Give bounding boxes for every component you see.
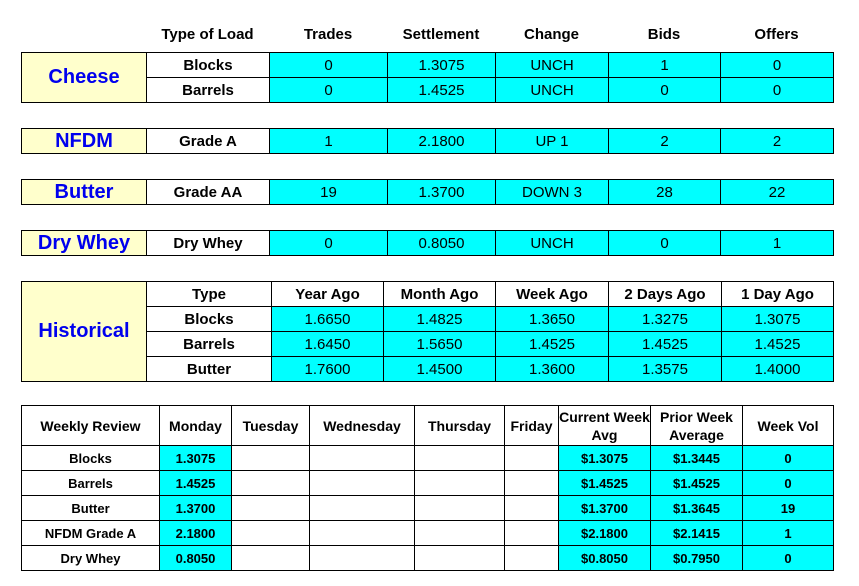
weekly-prior-week-average: $1.4525 <box>651 471 743 496</box>
weekly-monday: 2.1800 <box>160 521 232 546</box>
cheese-trades: 0 <box>270 78 388 103</box>
table-row <box>22 496 834 521</box>
butter-table <box>21 179 834 205</box>
butter-change: DOWN 3 <box>496 180 609 205</box>
drywhey-change: UNCH <box>496 231 609 256</box>
historical-header-week-ago: Week Ago <box>496 282 609 307</box>
weekly-tuesday <box>232 521 310 546</box>
weekly-current-week-avg: $1.3075 <box>559 446 651 471</box>
weekly-monday: 1.3075 <box>160 446 232 471</box>
butter-trades: 19 <box>270 180 388 205</box>
butter-settlement: 1.3700 <box>388 180 496 205</box>
weekly-wednesday <box>310 521 415 546</box>
weekly-prior-week-average: $1.3445 <box>651 446 743 471</box>
historical-table <box>21 281 834 382</box>
weekly-current-week-avg: $2.1800 <box>559 521 651 546</box>
weekly-friday <box>505 546 559 571</box>
weekly-week-vol: 0 <box>743 471 834 496</box>
market-header-row <box>146 24 833 44</box>
historical-2-days-ago: 1.4525 <box>609 332 722 357</box>
table-row <box>22 521 834 546</box>
nfdm-type: Grade A <box>147 129 270 154</box>
header-type-of-load: Type of Load <box>161 25 254 43</box>
table-row <box>22 546 834 571</box>
drywhey-bids: 0 <box>609 231 721 256</box>
historical-1-day-ago: 1.4525 <box>722 332 834 357</box>
table-row <box>22 446 834 471</box>
historical-1-day-ago: 1.3075 <box>722 307 834 332</box>
cheese-type: Blocks <box>147 53 270 78</box>
header-offers: Offers <box>754 25 799 43</box>
weekly-header-tuesday: Tuesday <box>232 406 310 446</box>
weekly-prior-week-average: $0.7950 <box>651 546 743 571</box>
weekly-item: NFDM Grade A <box>22 521 160 546</box>
drywhey-table <box>21 230 834 256</box>
weekly-item: Dry Whey <box>22 546 160 571</box>
historical-header-month-ago: Month Ago <box>384 282 496 307</box>
weekly-header-monday: Monday <box>160 406 232 446</box>
historical-month-ago: 1.4825 <box>384 307 496 332</box>
historical-month-ago: 1.4500 <box>384 357 496 382</box>
nfdm-offers: 2 <box>721 129 834 154</box>
drywhey-type: Dry Whey <box>147 231 270 256</box>
weekly-header-friday: Friday <box>505 406 559 446</box>
weekly-week-vol: 0 <box>743 446 834 471</box>
weekly-week-vol: 19 <box>743 496 834 521</box>
table-row <box>22 471 834 496</box>
weekly-prior-week-average: $2.1415 <box>651 521 743 546</box>
weekly-item: Barrels <box>22 471 160 496</box>
cheese-bids: 1 <box>609 53 721 78</box>
weekly-current-week-avg: $1.3700 <box>559 496 651 521</box>
cheese-type: Barrels <box>147 78 270 103</box>
weekly-week-vol: 1 <box>743 521 834 546</box>
historical-year-ago: 1.6650 <box>272 307 384 332</box>
weekly-thursday <box>415 446 505 471</box>
drywhey-settlement: 0.8050 <box>388 231 496 256</box>
butter-label: Butter <box>22 180 147 205</box>
butter-type: Grade AA <box>147 180 270 205</box>
historical-2-days-ago: 1.3275 <box>609 307 722 332</box>
weekly-week-vol: 0 <box>743 546 834 571</box>
nfdm-bids: 2 <box>609 129 721 154</box>
weekly-thursday <box>415 521 505 546</box>
cheese-trades: 0 <box>270 53 388 78</box>
butter-offers: 22 <box>721 180 834 205</box>
cheese-change: UNCH <box>496 78 609 103</box>
weekly-tuesday <box>232 496 310 521</box>
weekly-wednesday <box>310 471 415 496</box>
weekly-friday <box>505 471 559 496</box>
cheese-settlement: 1.3075 <box>388 53 496 78</box>
historical-month-ago: 1.5650 <box>384 332 496 357</box>
nfdm-label: NFDM <box>22 129 147 154</box>
weekly-thursday <box>415 546 505 571</box>
header-change: Change <box>523 25 579 43</box>
weekly-header-wednesday: Wednesday <box>310 406 415 446</box>
weekly-current-week-avg: $1.4525 <box>559 471 651 496</box>
weekly-item: Blocks <box>22 446 160 471</box>
weekly-monday: 0.8050 <box>160 546 232 571</box>
weekly-monday: 1.3700 <box>160 496 232 521</box>
weekly-wednesday <box>310 546 415 571</box>
historical-header-2-days-ago: 2 Days Ago <box>609 282 722 307</box>
nfdm-trades: 1 <box>270 129 388 154</box>
weekly-wednesday <box>310 446 415 471</box>
weekly-tuesday <box>232 446 310 471</box>
historical-type: Butter <box>147 357 272 382</box>
weekly-friday <box>505 521 559 546</box>
weekly-header-prior-week-average: Prior Week Average <box>651 406 743 446</box>
historical-week-ago: 1.3600 <box>496 357 609 382</box>
cheese-table <box>21 52 834 103</box>
weekly-review-table <box>21 405 834 571</box>
historical-1-day-ago: 1.4000 <box>722 357 834 382</box>
historical-2-days-ago: 1.3575 <box>609 357 722 382</box>
weekly-item: Butter <box>22 496 160 521</box>
cheese-label: Cheese <box>22 53 147 103</box>
historical-week-ago: 1.3650 <box>496 307 609 332</box>
drywhey-offers: 1 <box>721 231 834 256</box>
historical-header-year-ago: Year Ago <box>272 282 384 307</box>
weekly-friday <box>505 446 559 471</box>
weekly-current-week-avg: $0.8050 <box>559 546 651 571</box>
cheese-offers: 0 <box>721 78 834 103</box>
weekly-header-thursday: Thursday <box>415 406 505 446</box>
historical-week-ago: 1.4525 <box>496 332 609 357</box>
historical-label: Historical <box>22 282 147 382</box>
header-bids: Bids <box>647 25 681 43</box>
cheese-settlement: 1.4525 <box>388 78 496 103</box>
weekly-prior-week-average: $1.3645 <box>651 496 743 521</box>
nfdm-settlement: 2.1800 <box>388 129 496 154</box>
historical-type: Barrels <box>147 332 272 357</box>
weekly-tuesday <box>232 471 310 496</box>
historical-header-type: Type <box>147 282 272 307</box>
cheese-change: UNCH <box>496 53 609 78</box>
header-settlement: Settlement <box>402 25 480 43</box>
weekly-monday: 1.4525 <box>160 471 232 496</box>
cheese-offers: 0 <box>721 53 834 78</box>
weekly-friday <box>505 496 559 521</box>
weekly-wednesday <box>310 496 415 521</box>
historical-year-ago: 1.7600 <box>272 357 384 382</box>
weekly-header-current-week-avg: Current Week Avg <box>559 406 651 446</box>
cheese-bids: 0 <box>609 78 721 103</box>
drywhey-label: Dry Whey <box>22 231 147 256</box>
weekly-tuesday <box>232 546 310 571</box>
historical-year-ago: 1.6450 <box>272 332 384 357</box>
weekly-header-week-vol: Week Vol <box>743 406 834 446</box>
nfdm-table <box>21 128 834 154</box>
nfdm-change: UP 1 <box>496 129 609 154</box>
weekly-thursday <box>415 496 505 521</box>
historical-header-1-day-ago: 1 Day Ago <box>722 282 834 307</box>
drywhey-trades: 0 <box>270 231 388 256</box>
header-trades: Trades <box>303 25 353 43</box>
historical-type: Blocks <box>147 307 272 332</box>
weekly-header-review: Weekly Review <box>22 406 160 446</box>
butter-bids: 28 <box>609 180 721 205</box>
weekly-thursday <box>415 471 505 496</box>
